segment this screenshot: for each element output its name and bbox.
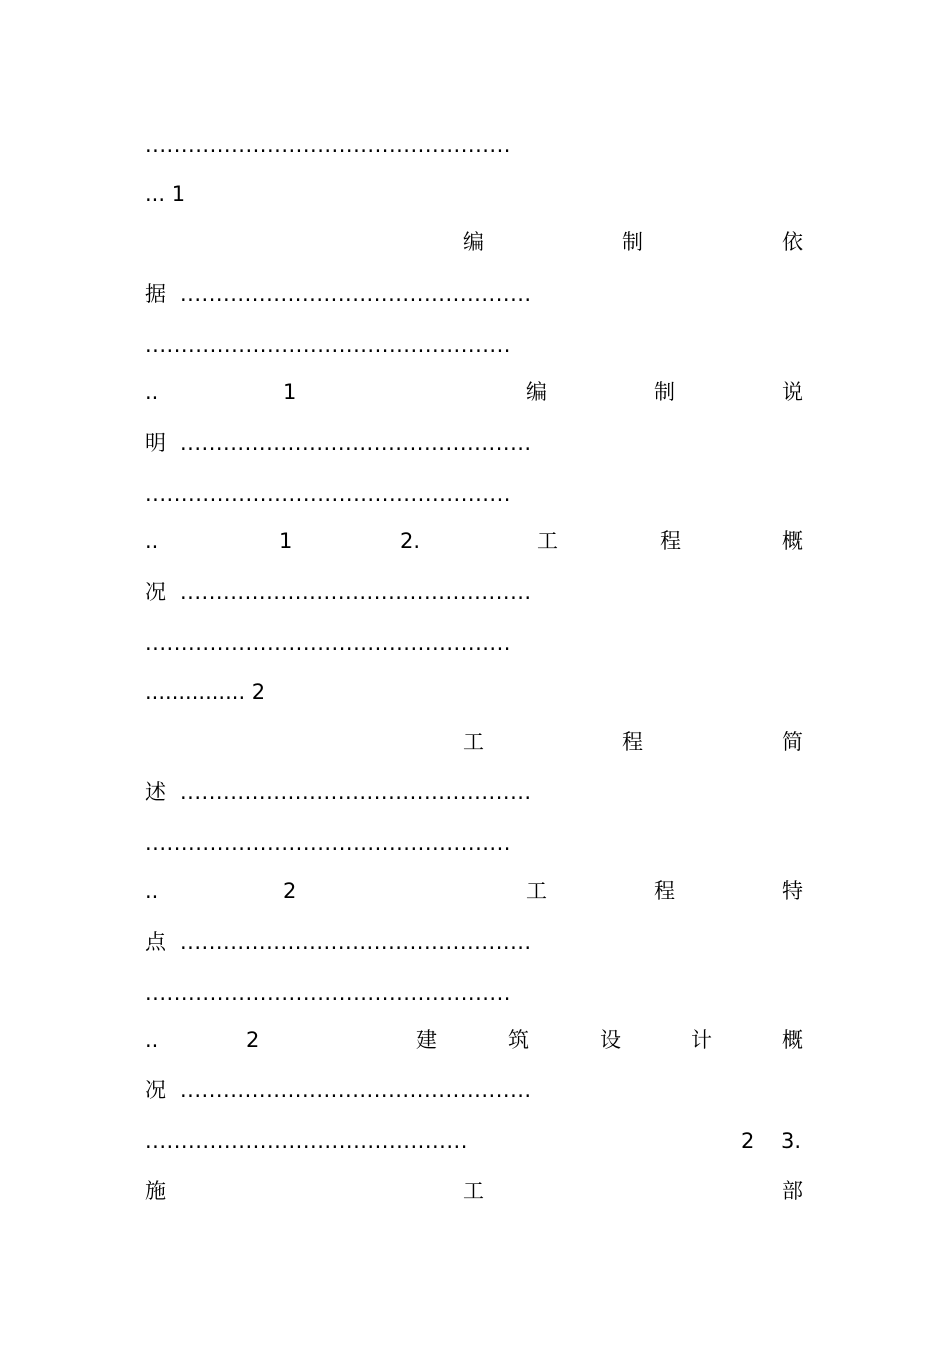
toc-line (145, 628, 805, 658)
toc-line (145, 727, 805, 757)
toc-title-char: 工 (537, 529, 558, 553)
toc-page-number: 1 (279, 529, 293, 553)
toc-leader-dots: ................................................... (145, 133, 511, 157)
toc-line (145, 377, 805, 407)
toc-leader-dots: ................................................. (180, 1078, 532, 1102)
toc-title-char: 据 (145, 282, 166, 306)
toc-line (145, 577, 805, 607)
toc-leader-dots: ................................................... (145, 333, 511, 357)
toc-line (145, 330, 805, 360)
toc-title-char: 编 (463, 230, 484, 254)
toc-leader-dots: .. (145, 1028, 159, 1052)
toc-title-char: 工 (463, 730, 484, 754)
toc-page-number: 2 (246, 1028, 260, 1052)
toc-leader-dots: .. (145, 879, 159, 903)
toc-line (145, 526, 805, 556)
toc-line (145, 677, 805, 707)
toc-leader-dots: ................................................... (145, 981, 511, 1005)
toc-leader-dots: .. (145, 529, 159, 553)
toc-leader-dots: ............................................. (145, 1129, 468, 1153)
toc-line (145, 777, 805, 807)
toc-line (145, 1126, 805, 1156)
toc-title-char: 工 (463, 1179, 484, 1203)
toc-title-char: 设 (600, 1028, 621, 1052)
toc-title-char: 简 (782, 730, 803, 754)
toc-title-char: 述 (145, 780, 166, 804)
toc-leader-dots: ................................................. (180, 780, 532, 804)
toc-title-char: 程 (654, 879, 675, 903)
toc-leader-dots: ................................................. (180, 282, 532, 306)
toc-title-char: 特 (782, 879, 803, 903)
toc-title-char: 概 (782, 529, 803, 553)
toc-title-char: 程 (660, 529, 681, 553)
toc-title-char: 说 (782, 380, 803, 404)
toc-page-number: 1 (283, 380, 297, 404)
toc-page-number: 2 (741, 1129, 755, 1153)
toc-title-char: 程 (622, 730, 643, 754)
toc-line (145, 927, 805, 957)
toc-page-number: 2 (283, 879, 297, 903)
toc-title-char: 计 (691, 1028, 712, 1052)
toc-line (145, 279, 805, 309)
toc-title-char: 施 (145, 1179, 166, 1203)
toc-leader-dots: ................................................. (180, 431, 532, 455)
toc-title-char: 编 (526, 380, 547, 404)
toc-line (145, 1176, 805, 1206)
toc-section-number: 2. (400, 529, 421, 553)
toc-line (145, 130, 805, 160)
toc-title-char: 工 (526, 879, 547, 903)
toc-title-char: 建 (416, 1028, 437, 1052)
toc-title-char: 概 (782, 1028, 803, 1052)
toc-leader-dots: ................................................. (180, 930, 532, 954)
toc-title-char: 况 (145, 1078, 166, 1102)
toc-leader-dots: ................................................... (145, 831, 511, 855)
toc-page-number: ... 1 (145, 182, 186, 206)
toc-line (145, 1075, 805, 1105)
toc-leader-dots: ................................................... (145, 631, 511, 655)
toc-leader-dots: .. (145, 380, 159, 404)
toc-title-char: 部 (782, 1179, 803, 1203)
toc-section-number: 3. (781, 1129, 802, 1153)
toc-leader-dots: ................................................. (180, 580, 532, 604)
toc-line (145, 1025, 805, 1055)
toc-line (145, 876, 805, 906)
toc-line (145, 428, 805, 458)
toc-line (145, 179, 805, 209)
toc-line (145, 227, 805, 257)
toc-line (145, 479, 805, 509)
toc-line (145, 828, 805, 858)
toc-title-char: 依 (782, 230, 803, 254)
toc-title-char: 制 (622, 230, 643, 254)
toc-line (145, 978, 805, 1008)
toc-title-char: 制 (654, 380, 675, 404)
toc-page-number: ............... 2 (145, 680, 266, 704)
toc-title-char: 点 (145, 930, 166, 954)
toc-title-char: 筑 (508, 1028, 529, 1052)
toc-title-char: 明 (145, 431, 166, 455)
toc-leader-dots: ................................................... (145, 482, 511, 506)
toc-title-char: 况 (145, 580, 166, 604)
